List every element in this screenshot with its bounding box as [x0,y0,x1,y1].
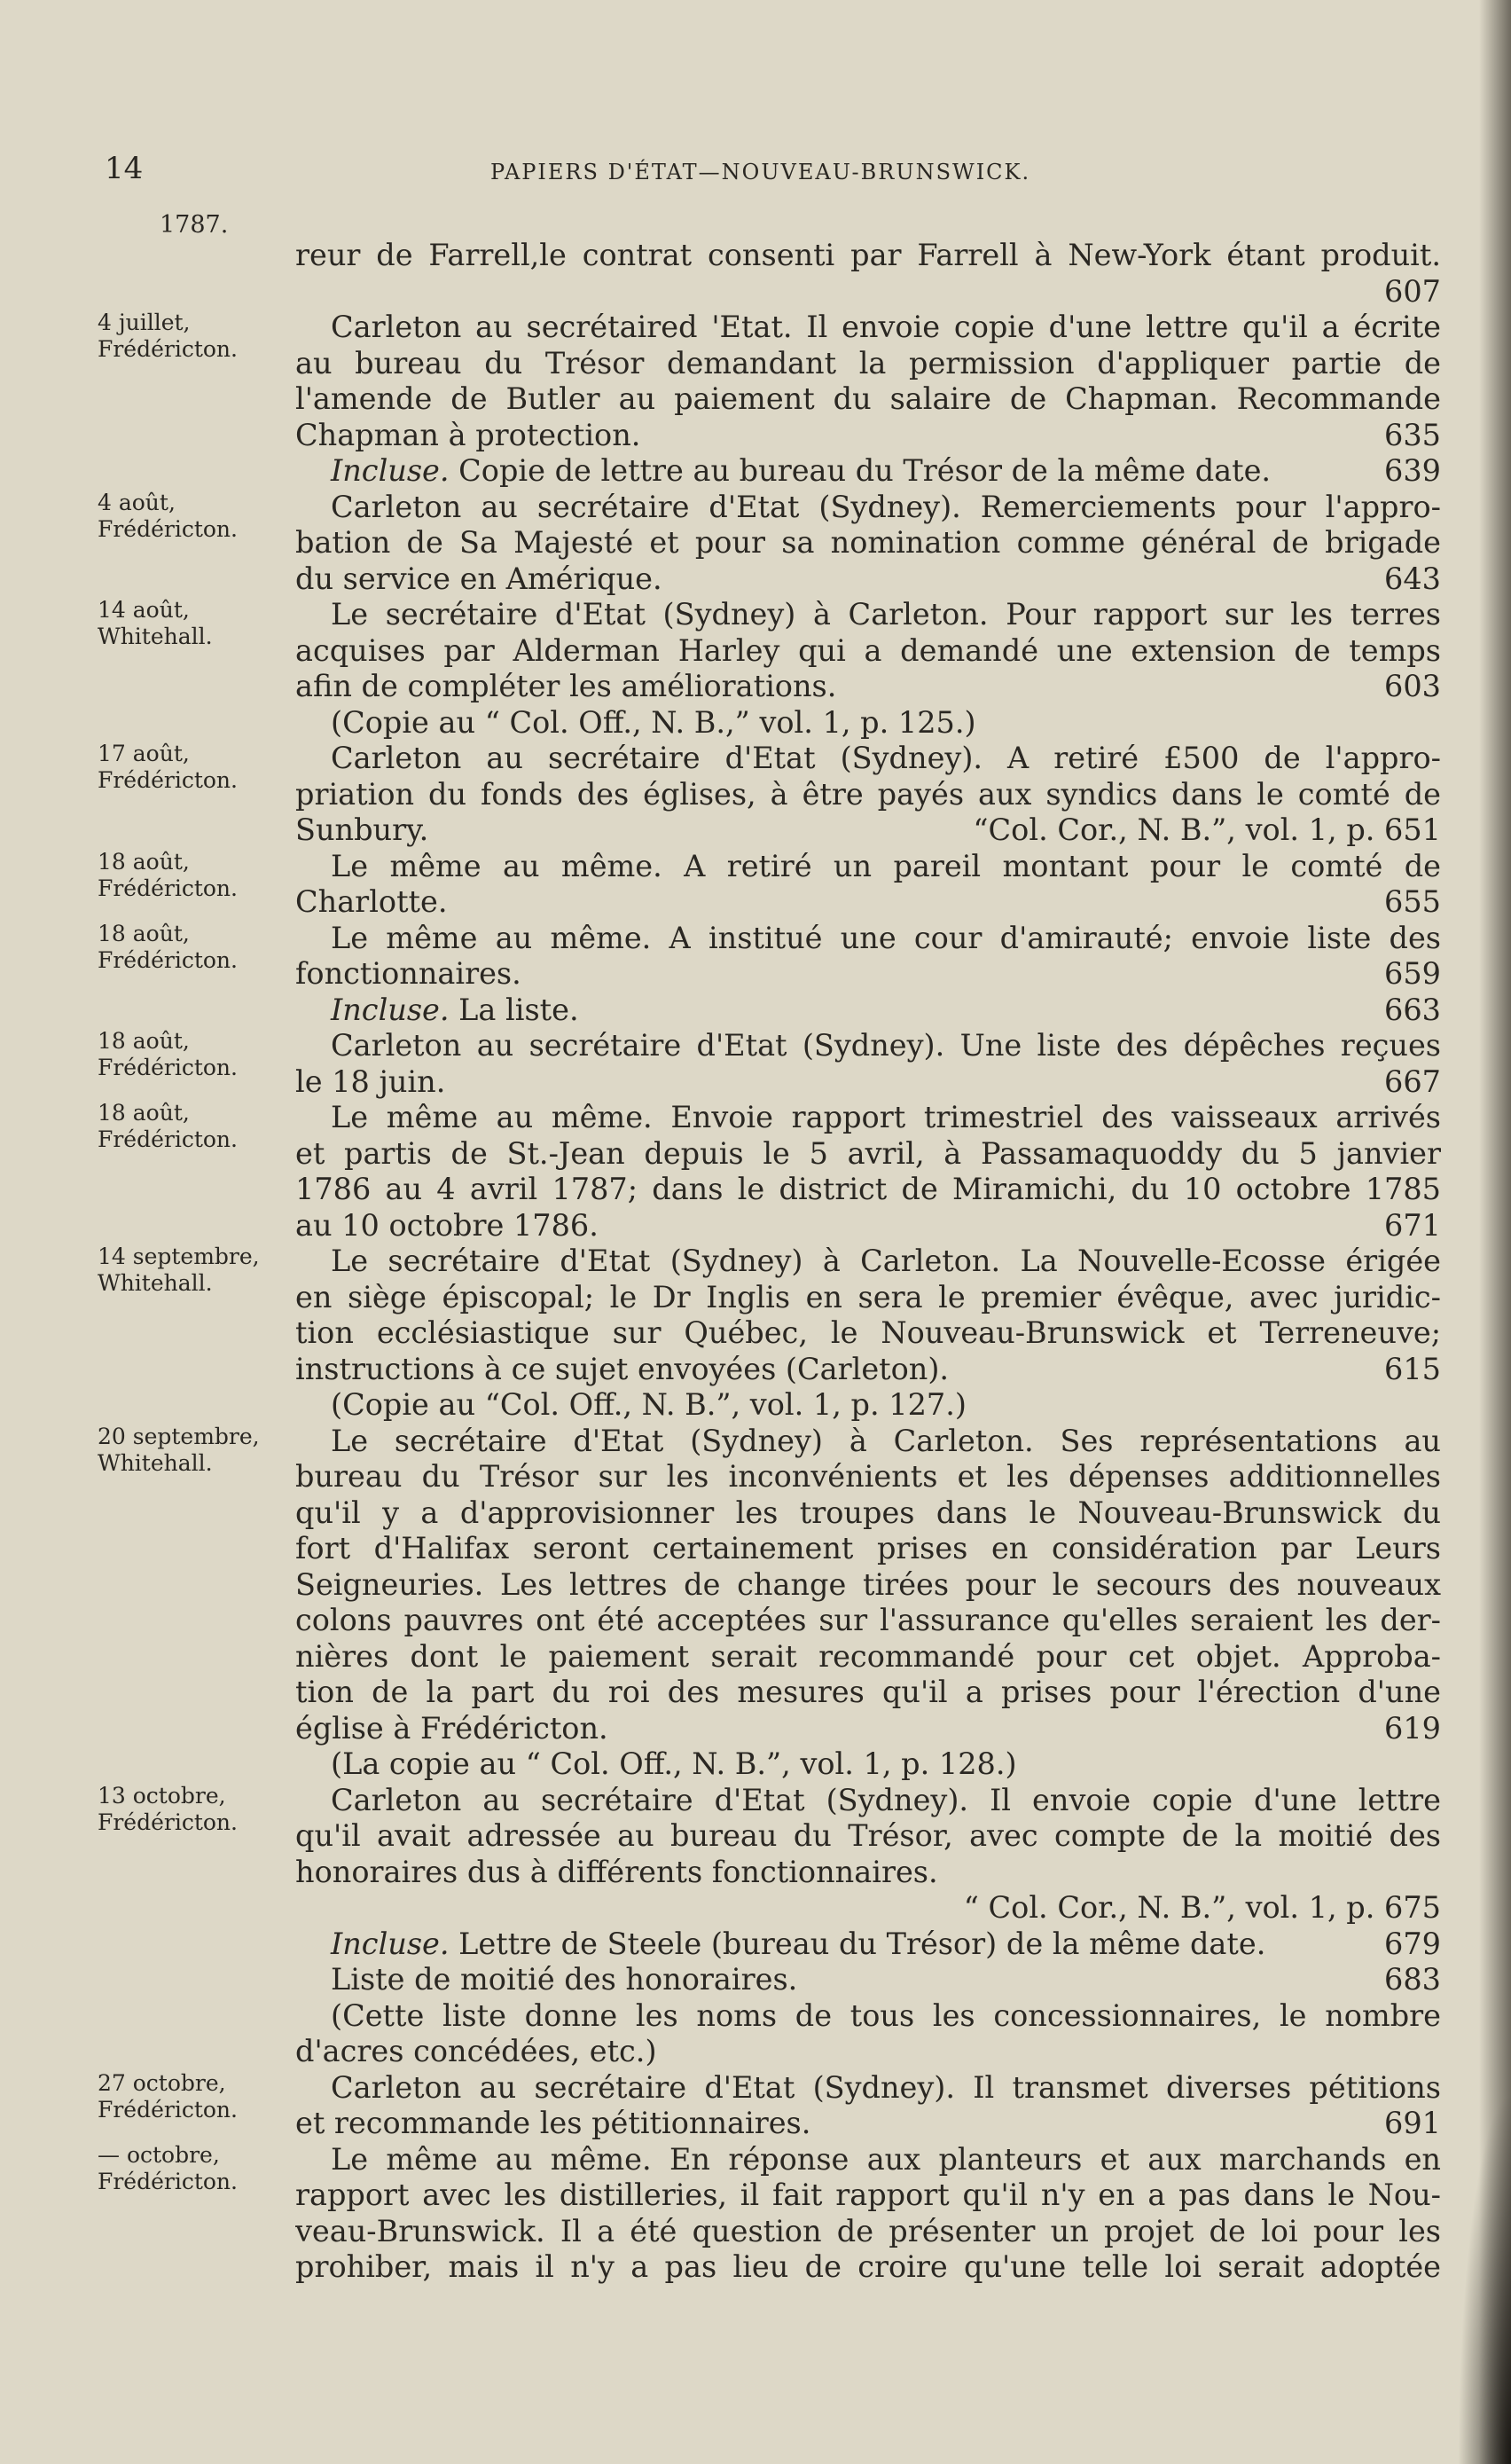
calendar-entries [0,238,1511,2286]
entry-date: — octobre, [98,2141,220,2168]
entry-margin-note [98,490,284,543]
entry-margin-note [98,921,284,974]
text-line [295,1926,1441,1963]
line-text: le 18 juin. [295,1063,446,1099]
calendar-entry [0,741,1511,849]
line-left [295,812,428,849]
enclosure-label: Incluse. [331,453,450,488]
folio-reference: 615 [1384,1351,1441,1386]
entry-text [295,1028,1441,1100]
entry-place: Frédéricton. [98,946,238,973]
text-line: 1786 au 4 avril 1787; dans le district de Miramichi, du 10 octobre 1785 [295,1172,1441,1206]
folio-reference: 643 [1384,561,1441,596]
entry-date: 4 juillet, [98,310,191,335]
text-line [295,453,1441,490]
entry-text [295,490,1441,598]
text-line: reur de Farrell,le contrat consenti par Farrell à New-York étant produit. [295,238,1441,272]
text-line [295,2106,1441,2142]
text-line [295,1208,1441,1244]
folio-reference: 679 [1384,1926,1441,1961]
text-line [295,1711,1441,1747]
entry-place: Frédéricton. [98,2096,238,2123]
calendar-entry [0,2070,1511,2142]
text-line: tion ecclésiastique sur Québec, le Nouveau-Brunswick et Terreneuve; [295,1315,1441,1350]
text-line: 607 [1384,273,1441,309]
text-line: nières dont le paiement serait recommandé pour cet objet. Approba- [295,1638,1441,1674]
entry-place: Whitehall. [98,1270,213,1296]
text-line: Le même au même. En réponse aux planteurs et aux marchands en [331,2141,1441,2177]
entry-margin-note [98,849,284,902]
text-line [295,1962,1441,1998]
text-line: priation du fonds des églises, à être payés aux syndics dans le comté de [295,776,1441,812]
line-text: instructions à ce sujet envoyées (Carleton). [295,1351,950,1386]
text-line: prohiber, mais il n'y a pas lieu de croire qu'une telle loi serait adoptée [295,2249,1441,2284]
text-line: qu'il y a d'approvisionner les troupes dans le Nouveau-Brunswick du [295,1495,1441,1530]
entry-place: Frédéricton. [98,515,238,542]
text-line: bureau du Trésor sur les inconvénients et les dépenses additionnelles [295,1459,1441,1494]
calendar-entry [0,310,1511,490]
text-line: Le même au même. Envoie rapport trimestriel des vaisseaux arrivés [331,1100,1441,1134]
entry-place: Frédéricton. [98,336,238,362]
text-line: Carleton au secrétaire d'Etat (Sydney). Il envoie copie d'une lettre [331,1782,1441,1817]
entry-margin-note [98,2142,284,2195]
text-line: d'acres concédées, etc.) [295,2034,657,2068]
entry-date: 18 août, [98,1028,190,1054]
entry-place: Frédéricton. [98,2168,238,2194]
text-line [295,561,1441,598]
entry-text [295,1424,1441,1783]
text-line: l'amende de Butler au paiement du salaire de Chapman. Recommande [295,381,1441,416]
text-line: Carleton au secrétaire d'Etat (Sydney). A retiré £500 de l'appro- [331,741,1441,775]
text-line: Le même au même. A retiré un pareil montant pour le comté de [331,848,1441,883]
line-left [295,956,521,993]
folio-reference: 619 [1384,1710,1441,1746]
entry-date: 18 août, [98,848,190,875]
entry-margin-note [98,1028,284,1081]
entry-margin-note [98,2070,284,2123]
line-text: afin de compléter les améliorations. [295,669,837,703]
entry-date: 4 août, [98,489,176,515]
text-line: bation de Sa Majesté et pour sa nomination comme général de brigade [295,525,1441,560]
calendar-entry [0,238,1511,310]
text-line: au bureau du Trésor demandant la permission d'appliquer partie de [295,345,1441,381]
text-line: tion de la part du roi des mesures qu'il a prises pour l'érection d'une [295,1675,1441,1709]
line-text: fonctionnaires. [295,956,521,991]
line-text: Lettre de Steele (bureau du Trésor) de la même date. [449,1926,1266,1961]
text-line: Seigneuries. Les lettres de change tirées pour le secours des nouveaux [295,1566,1441,1602]
text-line [295,1064,1441,1101]
entry-date: 20 septembre, [98,1423,260,1449]
entry-place: Frédéricton. [98,875,238,901]
text-line [295,669,1441,705]
line-text: La liste. [449,992,579,1027]
entry-margin-note [98,1244,284,1297]
running-title: PAPIERS D'ÉTAT—NOUVEAU-BRUNSWICK. [490,160,1031,184]
entry-date: 14 août, [98,597,190,623]
text-line [295,993,1441,1029]
calendar-entry [0,597,1511,741]
text-line: veau-Brunswick. Il a été question de présenter un projet de loi pour les [295,2213,1441,2248]
text-line: qu'il avait adressée au bureau du Trésor, avec compte de la moitié des [295,1818,1441,1853]
line-left [295,418,640,454]
entry-date: 18 août, [98,1100,190,1126]
text-line: rapport avec les distilleries, il fait rapport qu'il n'y en a pas dans le Nou- [295,2178,1441,2212]
calendar-entry [0,1100,1511,1244]
entry-place: Frédéricton. [98,1055,238,1080]
entry-text [295,2142,1441,2286]
text-line: en siège épiscopal; le Dr Inglis en sera le premier évêque, avec juridic- [295,1279,1441,1314]
entry-margin-note [98,1783,284,1836]
line-left [295,669,836,705]
entry-margin-note [98,741,284,794]
line-left [331,453,1271,490]
text-line: Le secrétaire d'Etat (Sydney) à Carleton. Pour rapport sur les terres [331,597,1441,632]
entry-date: 27 octobre, [98,2069,226,2096]
folio-reference: “Col. Cor., N. B.”, vol. 1, p. 651 [973,812,1441,847]
line-left [295,1352,949,1388]
entry-place: Whitehall. [98,624,213,649]
enclosure-label: Incluse. [331,992,450,1027]
line-text: Charlotte. [295,884,448,919]
line-text: du service en Amérique. [295,561,662,596]
text-line: (Copie au “ Col. Off., N. B.,” vol. 1, p. 125.) [331,704,976,740]
entry-date: 14 septembre, [98,1244,260,1269]
calendar-entry [0,1028,1511,1100]
text-line: Carleton au secrétaire d'Etat (Sydney). Il transmet diverses pétitions [331,2069,1441,2105]
entry-text [295,1100,1441,1244]
text-line: honoraires dus à différents fonctionnaires. [295,1854,938,1889]
folio-reference: 635 [1384,417,1441,452]
text-line: (La copie au “ Col. Off., N. B.”, vol. 1, p. 128.) [331,1746,1017,1781]
folio-reference: 683 [1384,1962,1441,1997]
line-text: Liste de moitié des honoraires. [331,1962,798,1997]
line-left [331,1962,797,1998]
entry-place: Frédéricton. [98,767,238,793]
entry-text [295,1244,1441,1424]
text-line: (Copie au “Col. Off., N. B.”, vol. 1, p. 127.) [331,1387,967,1422]
text-line [295,812,1441,849]
folio-reference: 639 [1384,453,1441,488]
folio-reference: 663 [1384,992,1441,1027]
entry-date: 17 août, [98,741,190,766]
line-left [295,561,662,598]
calendar-entry [0,1783,1511,2070]
line-left [295,1064,445,1101]
entry-place: Whitehall. [98,1449,213,1476]
entry-text [295,310,1441,490]
text-line: Carleton au secrétaire d'Etat (Sydney). Une liste des dépêches reçues [331,1028,1441,1063]
year-label: 1787. [160,211,229,239]
calendar-entry [0,1244,1511,1424]
entry-text [295,849,1441,921]
enclosure-label: Incluse. [331,1926,450,1961]
page-header [105,151,1417,195]
entry-margin-note [98,597,284,650]
folio-reference: 655 [1384,884,1441,919]
text-line: colons pauvres ont été acceptées sur l'assurance qu'elles seraient les der- [295,1603,1441,1637]
text-line [295,418,1441,454]
text-line: Le secrétaire d'Etat (Sydney) à Carleton. La Nouvelle-Ecosse érigée [331,1244,1441,1278]
line-left [295,884,447,921]
line-text: et recommande les pétitionnaires. [295,2106,811,2140]
line-left [295,1208,599,1244]
text-line: Le secrétaire d'Etat (Sydney) à Carleton. Ses représentations au [331,1423,1441,1458]
line-left [331,993,579,1029]
entry-text [295,921,1441,1029]
entry-text [295,238,1441,310]
entry-place: Frédéricton. [98,1126,238,1152]
text-line: Carleton au secrétaired 'Etat. Il envoie copie d'une lettre qu'il a écrite [331,310,1441,344]
text-line: “ Col. Cor., N. B.”, vol. 1, p. 675 [963,1890,1441,1925]
entry-text [295,2070,1441,2142]
folio-reference: 659 [1384,956,1441,991]
text-line: et partis de St.-Jean depuis le 5 avril, à Passamaquoddy du 5 janvier [295,1135,1441,1171]
text-line [295,1352,1441,1388]
folio-reference: 603 [1384,669,1441,703]
entry-date: 18 août, [98,920,190,946]
entry-text [295,741,1441,849]
calendar-entry [0,849,1511,921]
folio-reference: 667 [1384,1063,1441,1099]
entry-margin-note [98,310,284,363]
calendar-entry [0,2142,1511,2286]
entry-text [295,1783,1441,2070]
entry-date: 13 octobre, [98,1782,226,1809]
line-left [331,1926,1265,1963]
page-number: 14 [105,151,144,186]
line-text: Chapman à protection. [295,417,641,452]
text-line: fort d'Halifax seront certainement prises en considération par Leurs [295,1531,1441,1566]
line-left [295,1711,608,1747]
line-left [295,2106,810,2142]
folio-reference: 671 [1384,1207,1441,1243]
calendar-entry [0,921,1511,1029]
text-line: acquises par Alderman Harley qui a demandé une extension de temps [295,632,1441,668]
text-line: Carleton au secrétaire d'Etat (Sydney). Remerciements pour l'appro- [331,489,1441,524]
text-line [295,884,1441,921]
entry-margin-note [98,1424,284,1477]
calendar-entry [0,490,1511,598]
entry-text [295,597,1441,741]
line-text: église à Frédéricton. [295,1710,608,1746]
text-line: Le même au même. A institué une cour d'amirauté; envoie liste des [331,920,1441,955]
line-text: au 10 octobre 1786. [295,1207,599,1243]
line-text: Sunbury. [295,812,429,847]
text-line [295,956,1441,993]
entry-margin-note [98,1100,284,1153]
entry-place: Frédéricton. [98,1809,238,1835]
calendar-entry [0,1424,1511,1783]
line-text: Copie de lettre au bureau du Trésor de la même date. [449,453,1272,488]
text-line: (Cette liste donne les noms de tous les concessionnaires, le nombre [331,1997,1441,2033]
folio-reference: 691 [1384,2106,1441,2140]
